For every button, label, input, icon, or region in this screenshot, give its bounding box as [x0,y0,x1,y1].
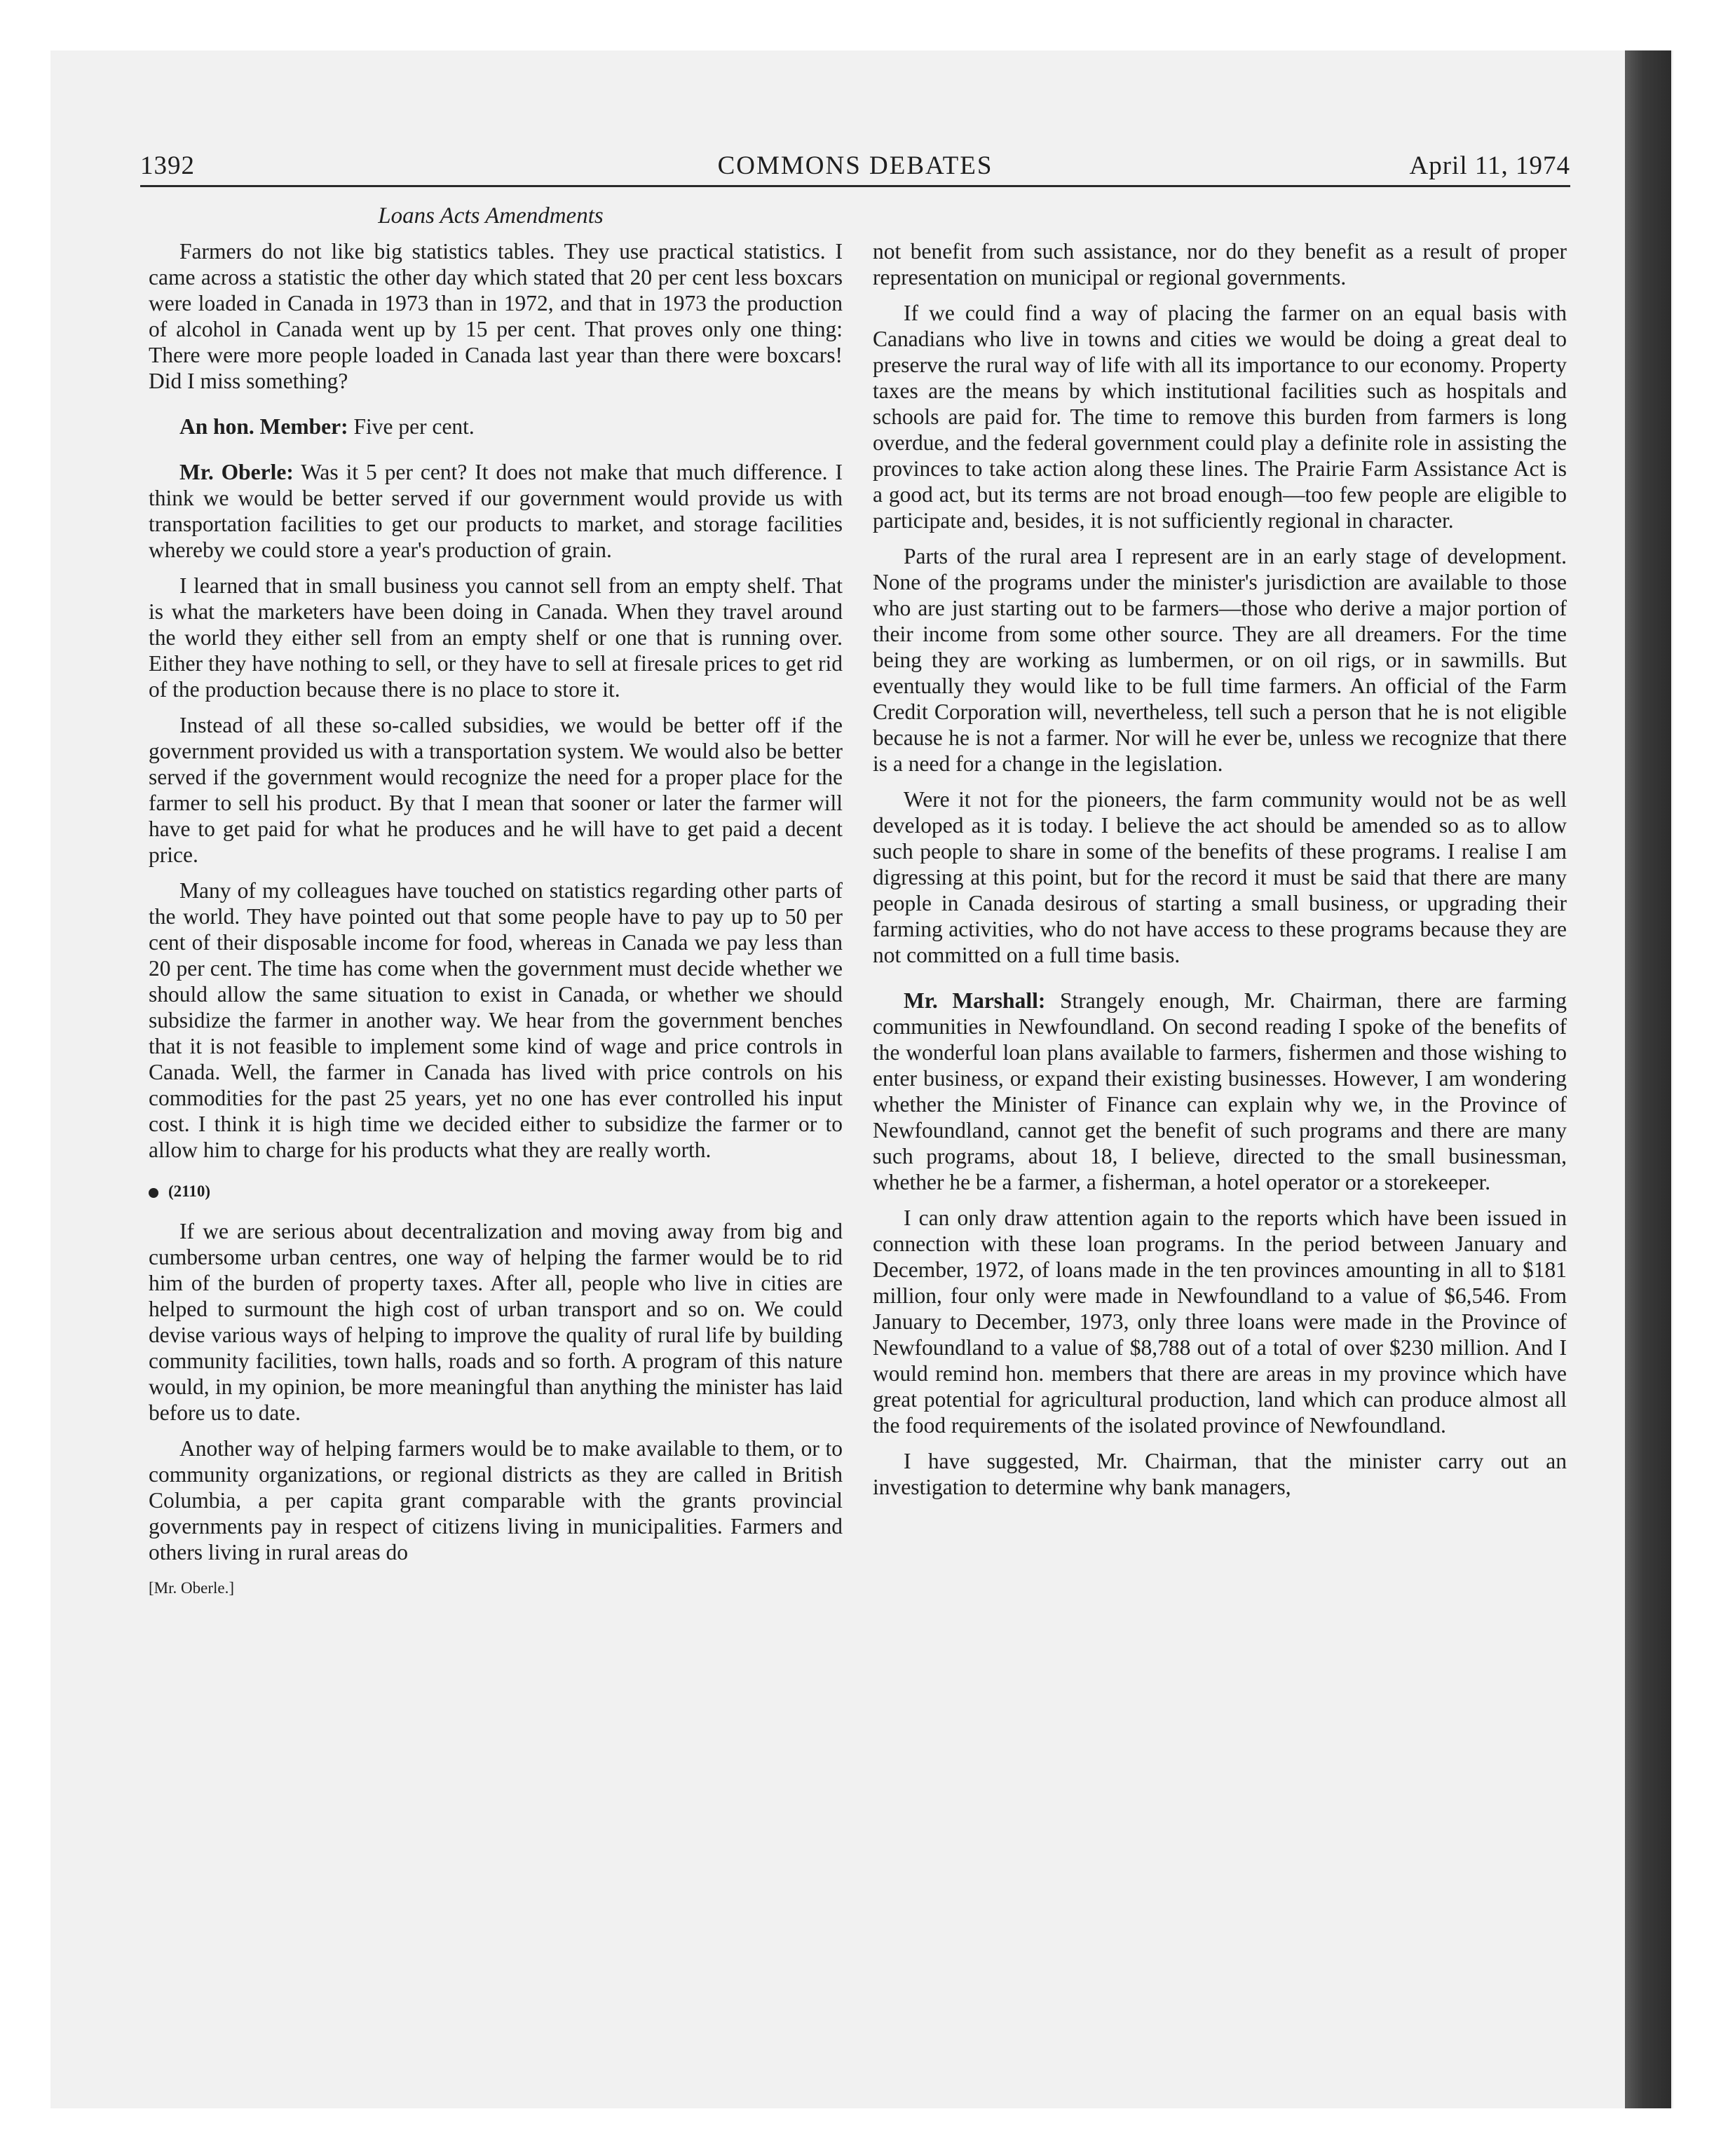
page-number: 1392 [140,151,195,180]
paragraph: If we could find a way of placing the farmer on an equal basis with Canadians who live in towns and cities we would be doing a great deal to preserve the rural way of life with all its importance to our economy. Property taxes are the means by which institutional facilities such as hospitals and schools are paid for. The time to remove this burden from farmers is long overdue, and the federal government could play a definite role in assisting the provinces to take action along these lines. The Prairie Farm Assistance Act is a good act, but its terms are not broad enough—too few people are eligible to participate and, besides, it is not sufficiently regional in character. [873,301,1567,533]
header-rule [140,185,1570,187]
left-column [149,238,843,1601]
bullet-icon [149,1188,158,1198]
paragraph: I learned that in small business you cannot sell from an empty shelf. That is what the marketers have been doing in Canada. When they travel around the world they either sell from an empty shelf or one that is running over. Either they have nothing to sell, or they have to sell at firesale prices to get rid of the production because there is no place to store it. [149,573,843,702]
issue-date: April 11, 1974 [1409,151,1570,180]
paragraph: Many of my colleagues have touched on statistics regarding other parts of the world. They have pointed out that some people have to pay up to 50 per cent of their disposable income for food, whereas in Canada we pay less than 20 per cent. The time has come when the government must decide whether we should allow the same situation to exist in Canada, or whether we should subsidize the farmer in another way. We hear from the government benches that it is not feasible to implement some kind of wage and price controls in Canada. Well, the farmer in Canada has lived with price controls on his commodities for the past 25 years, yet no one has ever controlled his input cost. I think it is high time we decided either to subsidize the farmer or to allow him to charge for his products what they are really worth. [149,878,843,1162]
speaker-name: Mr. Oberle: [179,460,294,484]
paragraph [149,414,843,439]
speaker-attribution: [Mr. Oberle.] [149,1579,234,1597]
time-marker-label: (2110) [168,1182,211,1200]
speech-text: Five per cent. [353,414,475,439]
page-header [140,151,1570,186]
running-head: Loans Acts Amendments [378,203,604,228]
paragraph: not benefit from such assistance, nor do they benefit as a result of proper representation on municipal or regional governments. [873,239,1567,289]
paragraph: Parts of the rural area I represent are in an early stage of development. None of the programs under the minister's jurisdiction are available to those who are just starting out to be farmers—those who derive a major portion of their income from some other source. They are all dreamers. For the time being they are working as lumbermen, or on oil rigs, or in sawmills. But eventually they would like to be full time farmers. An official of the Farm Credit Corporation will, nevertheless, tell such a person that he is not eligible because he is not a farmer. Nor will he ever be, unless we recognize that there is a need for a change in the legislation. [873,544,1567,776]
paragraph: Another way of helping farmers would be to make available to them, or to community organizations, or regional districts as they are called in British Columbia, a per capita grant comparable with the grants provincial governments pay in respect of citizens living in municipalities. Farmers and others living in rural areas do [149,1436,843,1564]
paragraph [149,459,843,563]
paragraph [873,988,1567,1195]
binding-edge [1625,50,1671,2108]
speech-text: Strangely enough, Mr. Chairman, there are farming communities in Newfoundland. On second reading I spoke of the benefits of the wonderful loan plans available to farmers, fishermen and those wishing to enter business, or expand their existing businesses. However, I am wondering whether the Minister of Finance can explain why we, in the Province of Newfoundland, cannot get the benefit of such programs and there are many such programs, about 18, I believe, directed to the small businessman, whether he be a farmer, a fisherman, a hotel operator or a storekeeper. [873,988,1567,1194]
paragraph: If we are serious about decentralization and moving away from big and cumbersome urban centres, one way of helping the farmer would be to rid him of the burden of property taxes. After all, people who live in cities are helped to surmount the high cost of urban transport and so on. We could devise various ways of helping to improve the quality of rural life by building community facilities, town halls, roads and so forth. A program of this nature would, in my opinion, be more meaningful than anything the minister has laid before us to date. [149,1219,843,1425]
paragraph: Instead of all these so-called subsidies, we would be better off if the government provided us with a transportation system. We would also be better served if the government would recognize the need for a proper place for the farmer to sell his product. By that I mean that sooner or later the farmer will have to get paid for what he produces and he will have to get paid a decent price. [149,713,843,867]
speech-text: Was it 5 per cent? It does not make that much difference. I think we would be better served if our government would provide us with transportation facilities to get our products to market, and storage facilities whereby we could store a year's production of grain. [149,460,843,562]
paragraph: Were it not for the pioneers, the farm community would not be as well developed as it is today. I believe the act should be amended so as to allow such people to share in some of the benefits of these programs. I realise I am digressing at this point, but for the record it must be said that there are many people in Canada desirous of starting a small business, or upgrading their farming activities, who do not have access to these programs because they are not committed on a full time basis. [873,787,1567,967]
paragraph: I have suggested, Mr. Chairman, that the minister carry out an investigation to determine why bank managers, [873,1449,1567,1499]
paragraph: I can only draw attention again to the reports which have been issued in connection with these loan programs. In the period between January and December, 1972, of loans made in the ten provinces amounting in all to $181 million, four only were made in Newfoundland to a value of $6,546. From January to December, 1973, only three loans were made in the Province of Newfoundland to a value of $8,788 out of a total of over $230 million. And I would remind hon. members that there are areas in my province which have great potential for agricultural production, land which can produce almost all the food requirements of the isolated province of Newfoundland. [873,1206,1567,1438]
speaker-name: Mr. Marshall: [904,988,1046,1013]
publication-title: COMMONS DEBATES [717,151,993,180]
paragraph: Farmers do not like big statistics tables. They use practical statistics. I came across a statistic the other day which stated that 20 per cent less boxcars were loaded in Canada in 1973 than in 1972, and that in 1973 the production of alcohol in Canada went up by 15 per cent. That proves only one thing: There were more people loaded in Canada last year than there were boxcars! Did I miss something? [149,239,843,393]
right-column [873,238,1567,1510]
speaker-name: An hon. Member: [179,414,348,439]
time-marker [149,1178,843,1204]
